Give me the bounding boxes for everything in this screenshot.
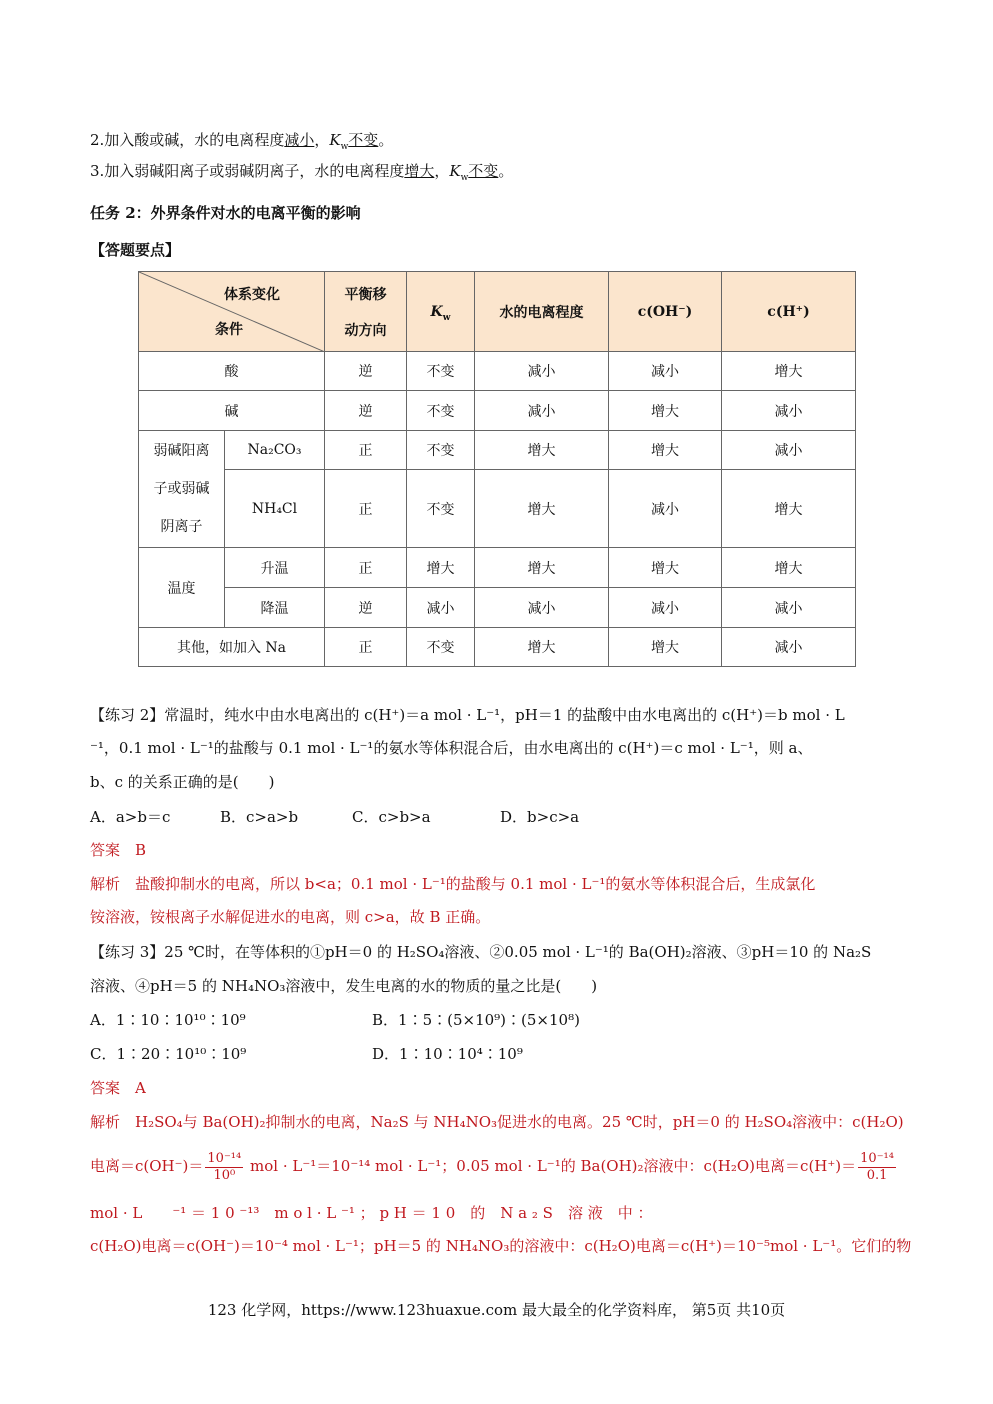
header-kw: $K_w$	[407, 272, 475, 352]
table-row-na: 其他，如加入 Na 正 不变 增大 增大 减小	[139, 628, 856, 667]
header-degree: 水的电离程度	[475, 272, 609, 352]
weak-group-cell: 弱碱阳离 子或弱碱 阴离子	[139, 431, 225, 548]
table-row-na2co3: 弱碱阳离 子或弱碱 阴离子 Na₂CO₃ 正 不变 增大 增大 减小	[139, 431, 856, 470]
exercise-3-option-b: B．1∶5∶(5×10⁹)∶(5×10⁸)	[372, 1011, 580, 1029]
exercise-2-line-3: b、c 的关系正确的是( )	[90, 773, 275, 791]
exercise-2-option-d: D．b>c>a	[500, 808, 580, 826]
exercise-2-answer: 答案 B	[90, 841, 147, 859]
table-row-acid: 酸 逆 不变 减小 减小 增大	[139, 352, 856, 391]
temp-group-cell: 温度	[139, 548, 225, 628]
exercise-2-option-c: C．c>b>a	[352, 808, 431, 826]
exercise-2-line-2: ⁻¹，0.1 mol · L⁻¹的盐酸与 0.1 mol · L⁻¹的氨水等体积混合后，由水电离出的 c(H⁺)＝c mol · L⁻¹，则 a、	[90, 739, 813, 757]
exercise-3-answer: 答案 A	[90, 1079, 146, 1097]
fraction-2: $\frac{\text{10⁻¹⁴}}{0.1}$	[860, 1150, 894, 1183]
exercise-3-explanation-2: 电离＝c(OH⁻)＝ $\frac{\text{10⁻¹⁴}}{\text{10⁰}}$ mol · L⁻¹＝10⁻¹⁴ mol · L⁻¹；0.05 mol · L⁻¹的 Ba(OH)₂溶液中：c(H₂O)电离＝c(H⁺)＝ $\frac{\text{10⁻¹⁴}}{0.1}$	[90, 1150, 894, 1183]
header-system-change: 体系变化	[224, 287, 280, 303]
point-2-line: 2.加入酸或碱，水的电离程度减小，$K_w$不变。	[90, 131, 394, 152]
table-row-nh4cl: NH₄Cl 正 不变 增大 减小 增大	[139, 470, 856, 548]
answer-points-heading: 【答题要点】	[90, 241, 181, 259]
header-condition: 条件	[215, 322, 243, 338]
exercise-3-option-c: C．1∶20∶10¹⁰∶10⁹	[90, 1045, 247, 1063]
table-row-cool: 降温 逆 减小 减小 减小 减小	[139, 588, 856, 628]
task-2-heading: 任务 2：外界条件对水的电离平衡的影响	[90, 204, 361, 222]
water-ionization-table	[138, 271, 856, 667]
exercise-2-explanation-1: 解析 盐酸抑制水的电离，所以 b<a；0.1 mol · L⁻¹的盐酸与 0.1 mol · L⁻¹的氨水等体积混合后，生成氯化	[90, 875, 816, 893]
page-footer: 123 化学网，https://www.123huaxue.com 最大最全的化学资料库， 第5页 共10页	[207, 1301, 786, 1319]
header-h: c(H⁺)	[722, 272, 856, 352]
exercise-2-explanation-2: 铵溶液，铵根离子水解促进水的电离，则 c>a，故 B 正确。	[90, 908, 491, 926]
exercise-3-line-2: 溶液、④pH＝5 的 NH₄NO₃溶液中，发生电离的水的物质的量之比是( )	[90, 977, 598, 995]
header-diagonal-cell	[139, 272, 325, 352]
table-row-base: 碱 逆 不变 减小 增大 减小	[139, 391, 856, 431]
exercise-3-line-1: 【练习 3】25 ℃时，在等体积的①pH＝0 的 H₂SO₄溶液、②0.05 mol · L⁻¹的 Ba(OH)₂溶液、③pH＝10 的 Na₂S	[90, 943, 872, 961]
exercise-3-option-d: D．1∶10∶10⁴∶10⁹	[372, 1045, 523, 1063]
header-shift-direction: 平衡移 动方向	[325, 272, 407, 352]
exercise-3-explanation-4: c(H₂O)电离＝c(OH⁻)＝10⁻⁴ mol · L⁻¹；pH＝5 的 NH₄NO₃的溶液中：c(H₂O)电离＝c(H⁺)＝10⁻⁵mol · L⁻¹。它们的物	[90, 1237, 912, 1255]
exercise-2-option-a: A．a>b＝c	[90, 808, 171, 826]
fraction-1: $\frac{\text{10⁻¹⁴}}{\text{10⁰}}$	[207, 1150, 242, 1183]
table-row-heat: 温度 升温 正 增大 增大 增大 增大	[139, 548, 856, 588]
exercise-3-option-a: A．1∶10∶10¹⁰∶10⁹	[90, 1011, 246, 1029]
exercise-3-explanation-1: 解析 H₂SO₄与 Ba(OH)₂抑制水的电离，Na₂S 与 NH₄NO₃促进水的电离。25 ℃时，pH＝0 的 H₂SO₄溶液中：c(H₂O)	[90, 1113, 904, 1131]
exercise-3-explanation-3: mol · L ⁻¹ ＝ 1 0 ⁻¹³ m o l · L ⁻¹ ； p H ＝ 1 0 的 N a ₂ S 溶 液 中 ：	[90, 1204, 653, 1222]
header-oh: c(OH⁻)	[609, 272, 722, 352]
exercise-2-option-b: B．c>a>b	[220, 808, 299, 826]
exercise-2-line-1: 【练习 2】常温时，纯水中由水电离出的 c(H⁺)＝a mol · L⁻¹，pH＝1 的盐酸中由水电离出的 c(H⁺)＝b mol · L	[90, 706, 845, 724]
point-3-line: 3.加入弱碱阳离子或弱碱阴离子，水的电离程度增大，$K_w$不变。	[90, 162, 514, 183]
